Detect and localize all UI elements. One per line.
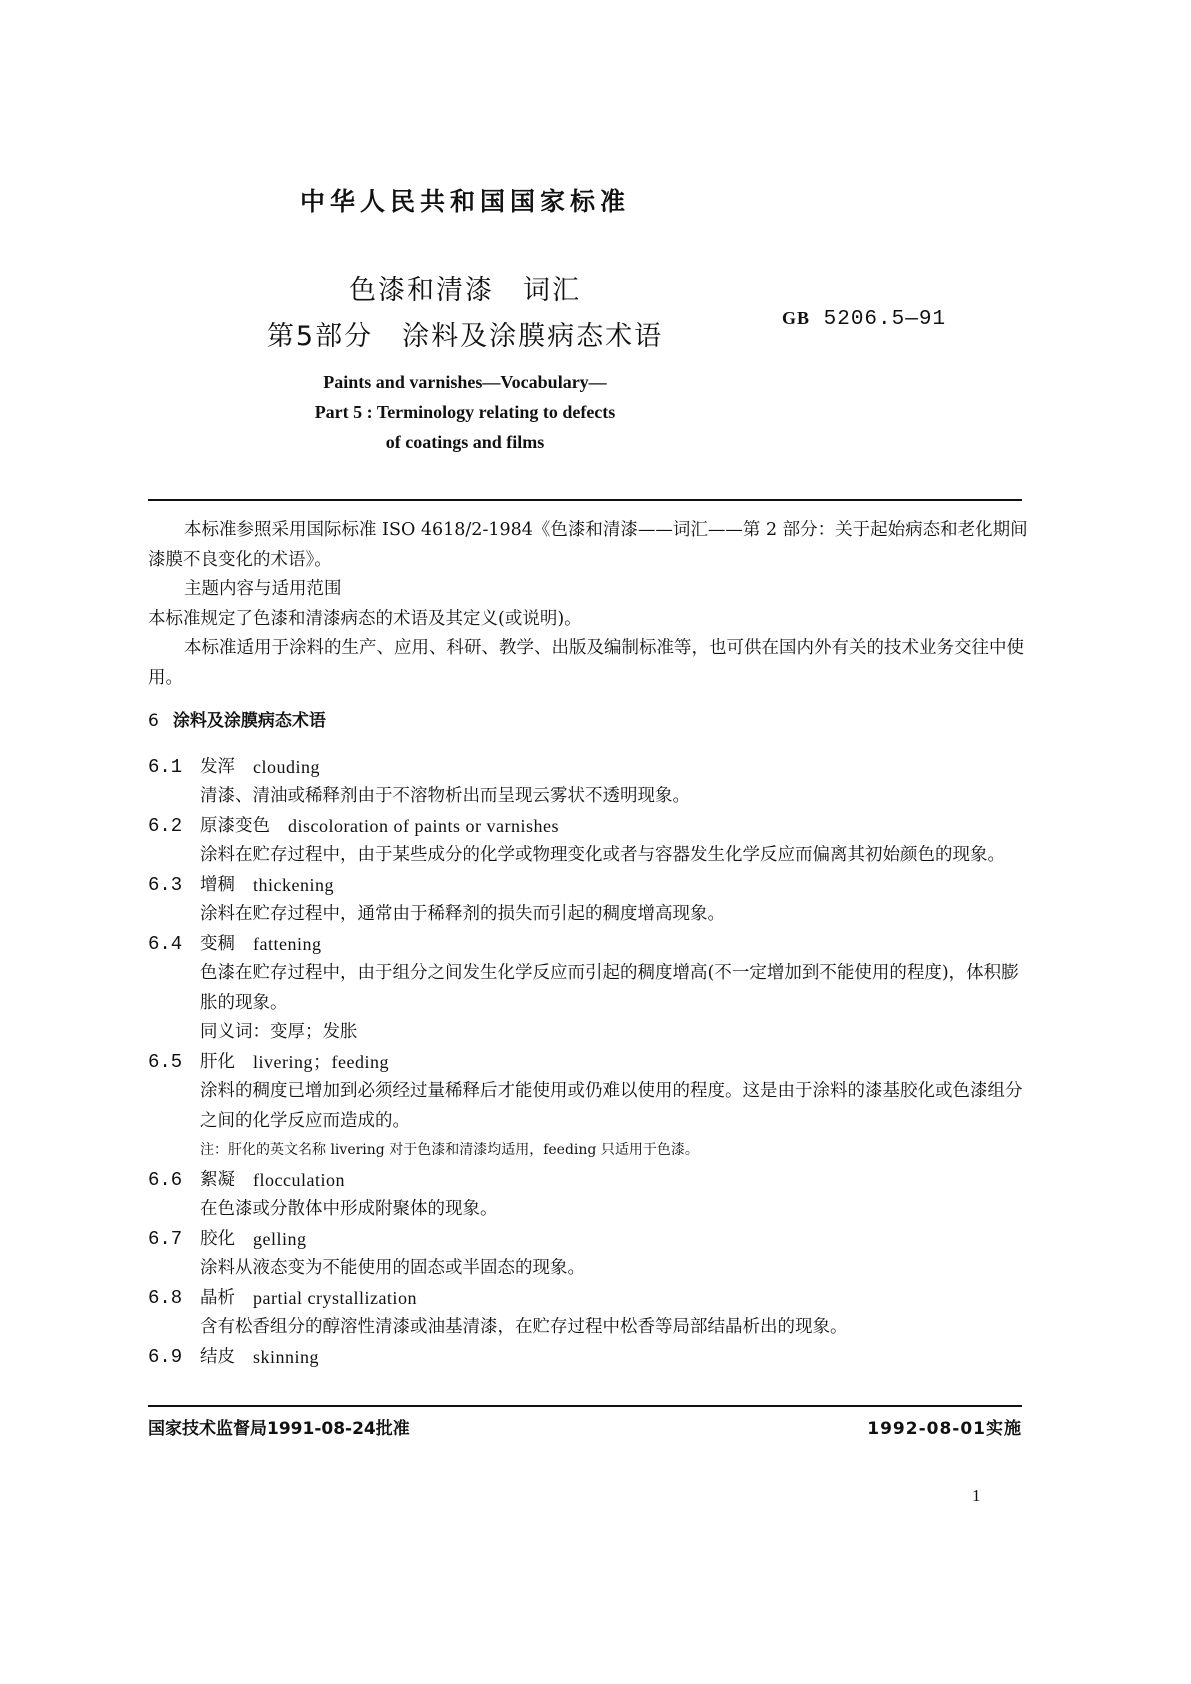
term-number: 6.9 — [148, 1345, 183, 1368]
term-english: clouding — [253, 756, 320, 777]
term-english: partial crystallization — [253, 1287, 417, 1308]
english-title-2: Part 5 : Terminology relating to defects — [314, 402, 616, 422]
term-entry — [148, 1048, 1028, 1078]
intro-heading: 主题内容与适用范围 — [184, 579, 342, 599]
term-entry — [148, 1225, 1028, 1255]
intro-paragraph: 本标准参照采用国际标准 ISO 4618/2-1984《色漆和清漆——词汇——第 2 部分：关于起始病态和老化期间漆膜不良变化的术语》。 — [148, 520, 1028, 570]
term-number: 6.6 — [148, 1168, 183, 1191]
effective-date: 1992-08-01实施 — [867, 1419, 1022, 1439]
term-note: 注：肝化的英文名称 livering 对于色漆和清漆均适用，feeding 只适用于色漆。 — [200, 1142, 699, 1158]
term-chinese: 晶析 — [200, 1287, 235, 1308]
term-english: thickening — [253, 874, 334, 895]
document-subtitle: 第5部分 涂料及涂膜病态术语 — [266, 321, 664, 352]
term-number: 6.7 — [148, 1227, 183, 1250]
term-chinese: 发浑 — [200, 756, 235, 777]
standard-code: GB 5206.5—91 — [782, 308, 947, 331]
term-definition: 涂料在贮存过程中，由于某些成分的化学或物理变化或者与容器发生化学反应而偏离其初始颜色的现象。 — [200, 845, 1005, 865]
term-chinese: 增稠 — [200, 874, 235, 895]
approval-date: 国家技术监督局1991-08-24批准 — [148, 1419, 410, 1439]
term-entry — [148, 1166, 1028, 1196]
term-definition: 色漆在贮存过程中，由于组分之间发生化学反应而引起的稠度增高(不一定增加到不能使用的程度)，体积膨胀的现象。 — [200, 963, 1019, 1013]
header-divider — [148, 499, 1022, 501]
term-number: 6.3 — [148, 873, 183, 896]
standard-title: 中华人民共和国国家标准 — [299, 187, 630, 216]
term-definition: 涂料的稠度已增加到必须经过量稀释后才能使用或仍难以使用的程度。这是由于涂料的漆基胶化或色漆组分之间的化学反应而造成的。 — [200, 1081, 1023, 1131]
term-entry — [148, 753, 1028, 783]
term-definition: 在色漆或分散体中形成附聚体的现象。 — [200, 1199, 498, 1219]
term-definition: 涂料在贮存过程中，通常由于稀释剂的损失而引起的稠度增高现象。 — [200, 904, 725, 924]
footer-divider — [148, 1405, 1022, 1407]
term-chinese: 变稠 — [200, 933, 235, 954]
term-entry — [148, 1343, 1028, 1373]
page-number: 1 — [972, 1486, 981, 1505]
term-definition: 含有松香组分的醇溶性清漆或油基清漆，在贮存过程中松香等局部结晶析出的现象。 — [200, 1317, 848, 1337]
term-english: gelling — [253, 1228, 307, 1249]
term-list — [148, 753, 1028, 1373]
term-english: skinning — [253, 1346, 320, 1367]
term-number: 6.5 — [148, 1050, 183, 1073]
term-chinese: 原漆变色 — [200, 815, 270, 836]
section-heading: 6 涂料及涂膜病态术语 — [148, 711, 326, 731]
term-english: discoloration of paints or varnishes — [288, 815, 559, 836]
term-definition: 清漆、清油或稀释剂由于不溶物析出而呈现云雾状不透明现象。 — [200, 786, 690, 806]
document-body — [148, 516, 1028, 1372]
term-number: 6.2 — [148, 814, 183, 837]
term-english: fattening — [253, 933, 322, 954]
term-entry — [148, 930, 1028, 960]
english-title-1: Paints and varnishes—Vocabulary— — [323, 372, 607, 392]
term-entry — [148, 1284, 1028, 1314]
term-chinese: 絮凝 — [200, 1169, 235, 1190]
term-english: livering；feeding — [253, 1051, 389, 1072]
document-title: 色漆和清漆 词汇 — [349, 275, 581, 306]
term-number: 6.4 — [148, 932, 183, 955]
intro-paragraph: 本标准适用于涂料的生产、应用、科研、教学、出版及编制标准等，也可供在国内外有关的技术业务交往中使用。 — [148, 638, 1024, 688]
term-definition: 同义词：变厚；发胀 — [200, 1022, 358, 1042]
term-number: 6.1 — [148, 755, 183, 778]
term-chinese: 肝化 — [200, 1051, 235, 1072]
term-chinese: 结皮 — [200, 1346, 235, 1367]
term-entry — [148, 871, 1028, 901]
term-chinese: 胶化 — [200, 1228, 235, 1249]
term-entry — [148, 812, 1028, 842]
term-number: 6.8 — [148, 1286, 183, 1309]
term-definition: 涂料从液态变为不能使用的固态或半固态的现象。 — [200, 1258, 585, 1278]
intro-paragraph: 本标准规定了色漆和清漆病态的术语及其定义(或说明)。 — [148, 608, 582, 629]
term-english: flocculation — [253, 1169, 345, 1190]
english-title-3: of coatings and films — [385, 432, 545, 452]
